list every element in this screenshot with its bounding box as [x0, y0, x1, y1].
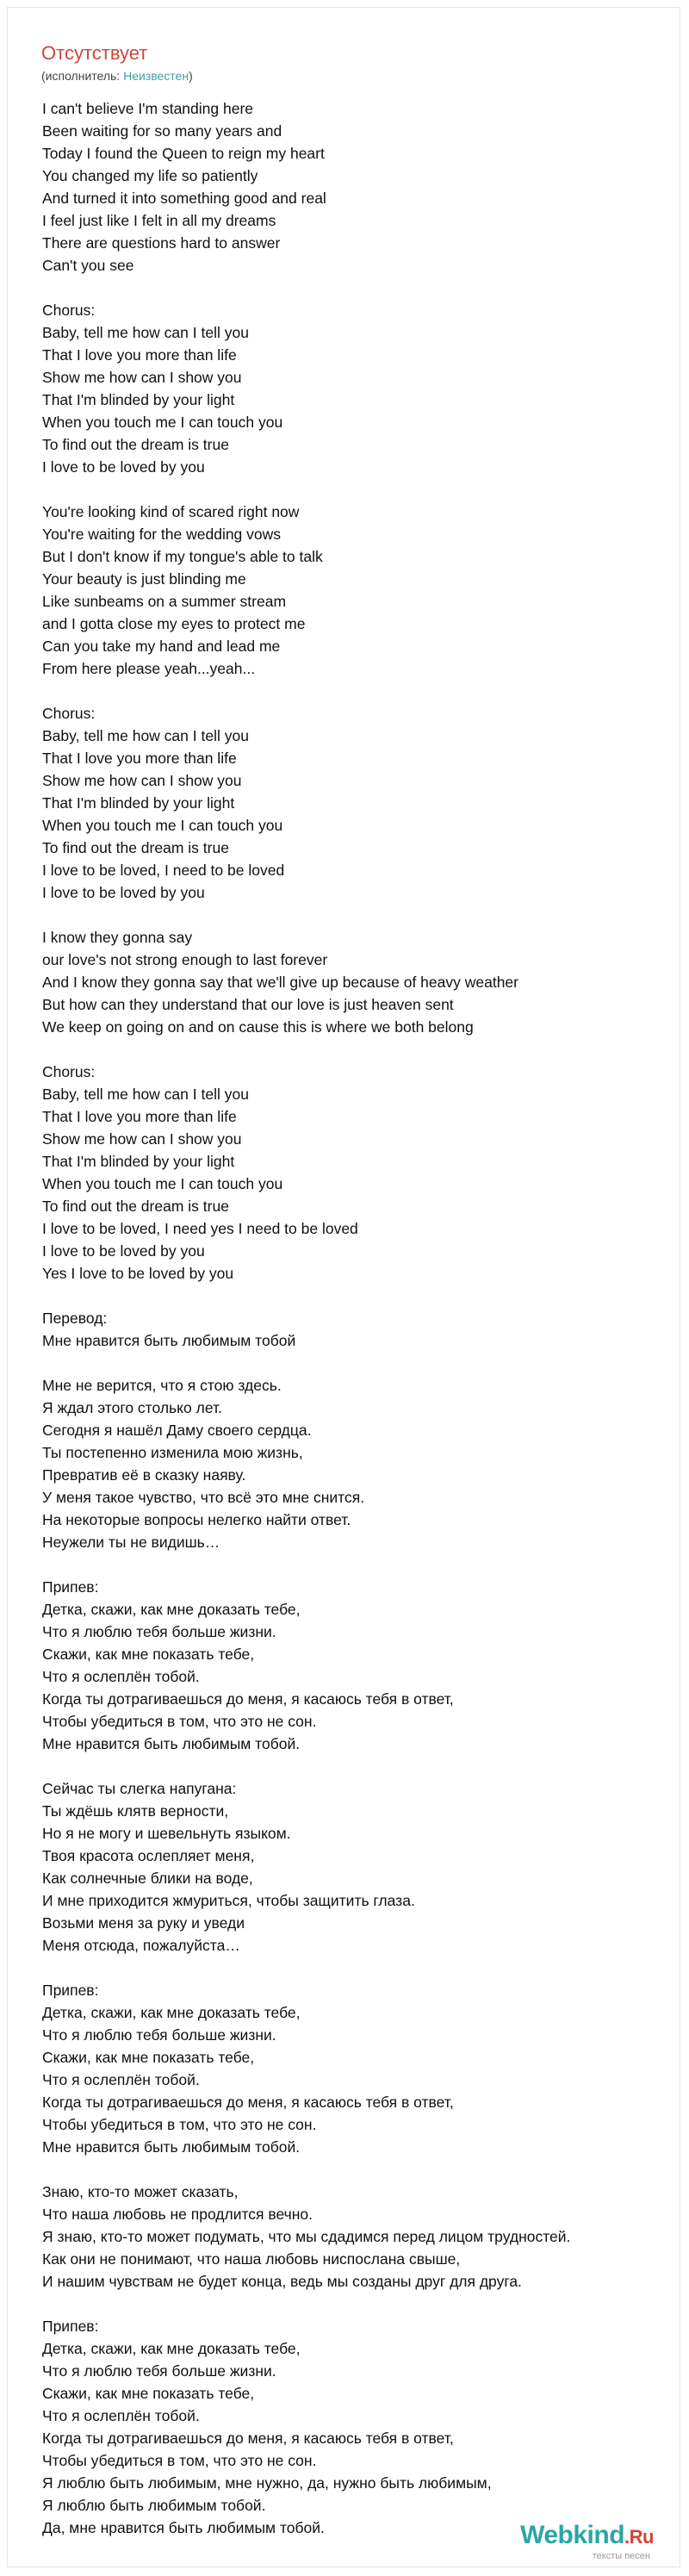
lyric-line: Скажи, как мне показать тебе,	[42, 2049, 255, 2066]
lyric-line: Неужели ты не видишь…	[42, 1534, 220, 1551]
lyric-line: You changed my life so patiently	[42, 167, 258, 184]
lyric-line: Чтобы убедиться в том, что это не сон.	[42, 1713, 317, 1730]
lyric-line: Знаю, кто-то может сказать,	[42, 2183, 239, 2200]
lyric-line: That I'm blinded by your light	[42, 1153, 235, 1170]
lyrics-stanza	[42, 97, 662, 277]
lyric-line: And turned it into something good and real	[42, 190, 326, 207]
lyric-line: Baby, tell me how can I tell you	[42, 1086, 249, 1103]
lyric-line: Ты ждёшь клятв верности,	[42, 1802, 229, 1820]
lyric-line: Детка, скажи, как мне доказать тебе,	[42, 1601, 301, 1618]
artist-prefix: (исполнитель:	[41, 69, 124, 83]
lyric-line: Today I found the Queen to reign my heart	[42, 145, 325, 162]
lyric-line: Мне нравится быть любимым тобой	[42, 1332, 296, 1349]
lyrics-stanza	[42, 702, 662, 904]
lyrics-text	[42, 97, 662, 2561]
lyric-line: That I love you more than life	[42, 346, 237, 364]
lyric-line: Что я люблю тебя больше жизни.	[42, 1623, 276, 1640]
lyric-line: Мне не верится, что я стою здесь.	[42, 1377, 282, 1394]
lyrics-stanza	[42, 2315, 662, 2539]
lyric-line: I love to be loved, I need yes I need to be loved	[42, 1220, 358, 1237]
lyric-line: Сегодня я нашёл Даму своего сердца.	[42, 1422, 312, 1439]
lyric-line: I love to be loved by you	[42, 1242, 205, 1260]
lyric-line: And I know they gonna say that we'll give up because of heavy weather	[42, 974, 518, 991]
lyric-line: Ты постепенно изменила мою жизнь,	[42, 1444, 303, 1461]
lyric-line: Припев:	[42, 1982, 99, 1999]
lyric-line: Но я не могу и шевельнуть языком.	[42, 1825, 291, 1842]
lyric-line: There are questions hard to answer	[42, 234, 281, 252]
lyrics-stanza	[42, 1777, 662, 1957]
lyric-line: Припев:	[42, 2318, 99, 2335]
lyric-line: Что наша любовь не продлится вечно.	[42, 2206, 313, 2223]
lyric-line: I love to be loved by you	[42, 884, 205, 901]
lyric-line: You're looking kind of scared right now	[42, 503, 300, 520]
lyric-line: Been waiting for so many years and	[42, 122, 282, 140]
lyrics-stanza	[42, 1374, 662, 1553]
lyric-line: Chorus:	[42, 1063, 96, 1080]
lyric-line: Show me how can I show you	[42, 772, 242, 789]
lyric-line: Возьми меня за руку и уведи	[42, 1914, 245, 1932]
lyric-line: Я люблю быть любимым, мне нужно, да, нужно быть любимым,	[42, 2474, 492, 2492]
lyric-line: Мне нравится быть любимым тобой.	[42, 1735, 301, 1752]
lyric-line: Когда ты дотрагиваешься до меня, я касаюсь тебя в ответ,	[42, 1690, 454, 1708]
lyric-line: Мне нравится быть любимым тобой.	[42, 2138, 301, 2156]
lyric-line: When you touch me I can touch you	[42, 414, 283, 431]
lyric-line: To find out the dream is true	[42, 1198, 229, 1215]
lyric-line: I feel just like I felt in all my dreams	[42, 212, 276, 229]
artist-suffix: )	[189, 69, 193, 83]
logo-name: Webkind	[520, 2521, 625, 2549]
lyric-line: Chorus:	[42, 705, 96, 722]
lyrics-stanza	[42, 1307, 662, 1352]
lyric-line: Я знаю, кто-то может подумать, что мы сдадимся перед лицом трудностей.	[42, 2228, 571, 2245]
lyric-line: When you touch me I can touch you	[42, 817, 283, 834]
lyric-line: Я люблю быть любимым тобой.	[42, 2497, 266, 2514]
lyric-line: I know they gonna say	[42, 929, 193, 946]
lyric-line: But how can they understand that our love is just heaven sent	[42, 996, 454, 1013]
lyric-line: Yes I love to be loved by you	[42, 1265, 234, 1282]
lyric-line: Скажи, как мне показать тебе,	[42, 2385, 255, 2402]
lyric-line: To find out the dream is true	[42, 839, 229, 856]
lyric-line: Чтобы убедиться в том, что это не сон.	[42, 2116, 317, 2133]
lyric-line: На некоторые вопросы нелегко найти ответ.	[42, 1511, 351, 1528]
lyric-line: We keep on going on and on cause this is where we both belong	[42, 1018, 474, 1036]
lyric-line: Show me how can I show you	[42, 1130, 242, 1148]
artist-link[interactable]: Неизвестен	[123, 69, 189, 83]
lyric-line: Чтобы убедиться в том, что это не сон.	[42, 2452, 317, 2469]
song-title: Отсутствует	[41, 42, 148, 64]
lyrics-stanza	[42, 1979, 662, 2158]
lyric-line: To find out the dream is true	[42, 436, 229, 453]
lyric-line: I love to be loved by you	[42, 458, 205, 476]
lyric-line: Can't you see	[42, 257, 134, 274]
lyric-line: Your beauty is just blinding me	[42, 570, 246, 588]
lyric-line: Can you take my hand and lead me	[42, 638, 281, 655]
lyric-line: У меня такое чувство, что всё это мне снится.	[42, 1489, 365, 1506]
logo-wordmark	[520, 2522, 654, 2551]
lyrics-stanza	[42, 926, 662, 1038]
lyric-line: Как солнечные блики на воде,	[42, 1870, 253, 1887]
lyric-line: Baby, tell me how can I tell you	[42, 727, 249, 744]
lyric-line: That I'm blinded by your light	[42, 794, 235, 812]
lyric-line: Меня отсюда, пожалуйста…	[42, 1937, 240, 1954]
lyric-line: and I gotta close my eyes to protect me	[42, 615, 306, 632]
lyric-line: Припев:	[42, 1578, 99, 1596]
logo-tagline: тексты песен	[592, 2551, 650, 2561]
lyric-line: Превратив её в сказку наяву.	[42, 1466, 246, 1484]
logo-tld: .Ru	[624, 2526, 654, 2548]
lyric-line: That I love you more than life	[42, 1108, 237, 1125]
lyric-line: И мне приходится жмуриться, чтобы защитить глаза.	[42, 1892, 415, 1909]
lyric-line: That I'm blinded by your light	[42, 391, 235, 408]
lyrics-stanza	[42, 299, 662, 478]
page-frame	[7, 7, 680, 2567]
lyric-line: Что я ослеплён тобой.	[42, 2407, 200, 2424]
lyric-line: But I don't know if my tongue's able to talk	[42, 548, 323, 565]
lyric-line: That I love you more than life	[42, 750, 237, 767]
lyrics-stanza	[42, 1061, 662, 1285]
lyrics-stanza	[42, 501, 662, 680]
lyric-line: И нашим чувствам не будет конца, ведь мы созданы друг для друга.	[42, 2273, 522, 2290]
lyric-line: Like sunbeams on a summer stream	[42, 593, 287, 610]
lyric-line: Да, мне нравится быть любимым тобой.	[42, 2519, 325, 2536]
lyric-line: Когда ты дотрагиваешься до меня, я касаюсь тебя в ответ,	[42, 2094, 454, 2111]
lyric-line: You're waiting for the wedding vows	[42, 526, 282, 543]
artist-line	[41, 68, 193, 84]
lyric-line: Я ждал этого столько лет.	[42, 1399, 222, 1416]
lyric-line: Chorus:	[42, 302, 96, 319]
lyric-line: From here please yeah...yeah...	[42, 660, 256, 677]
lyric-line: Скажи, как мне показать тебе,	[42, 1646, 255, 1663]
lyric-line: Baby, tell me how can I tell you	[42, 324, 249, 341]
lyric-line: I love to be loved, I need to be loved	[42, 862, 285, 879]
lyric-line: When you touch me I can touch you	[42, 1175, 283, 1192]
lyric-line: Детка, скажи, как мне доказать тебе,	[42, 2004, 301, 2021]
lyric-line: Что я люблю тебя больше жизни.	[42, 2362, 276, 2380]
lyric-line: Детка, скажи, как мне доказать тебе,	[42, 2340, 301, 2357]
lyrics-stanza	[42, 1576, 662, 1755]
site-logo[interactable]	[520, 2522, 654, 2561]
lyric-line: I can't believe I'm standing here	[42, 100, 254, 117]
lyrics-stanza	[42, 2181, 662, 2293]
lyric-line: Когда ты дотрагиваешься до меня, я касаюсь тебя в ответ,	[42, 2430, 454, 2447]
lyric-line: Как они не понимают, что наша любовь ниспослана свыше,	[42, 2250, 461, 2268]
lyric-line: Перевод:	[42, 1310, 108, 1327]
lyric-line: Что я ослеплён тобой.	[42, 1668, 200, 1685]
lyric-line: Что я люблю тебя больше жизни.	[42, 2026, 276, 2044]
lyric-line: Твоя красота ослепляет меня,	[42, 1847, 255, 1864]
lyric-line: our love's not strong enough to last forever	[42, 951, 328, 968]
lyric-line: Show me how can I show you	[42, 369, 242, 386]
lyric-line: Что я ослеплён тобой.	[42, 2071, 200, 2088]
lyric-line: Сейчас ты слегка напугана:	[42, 1780, 237, 1797]
